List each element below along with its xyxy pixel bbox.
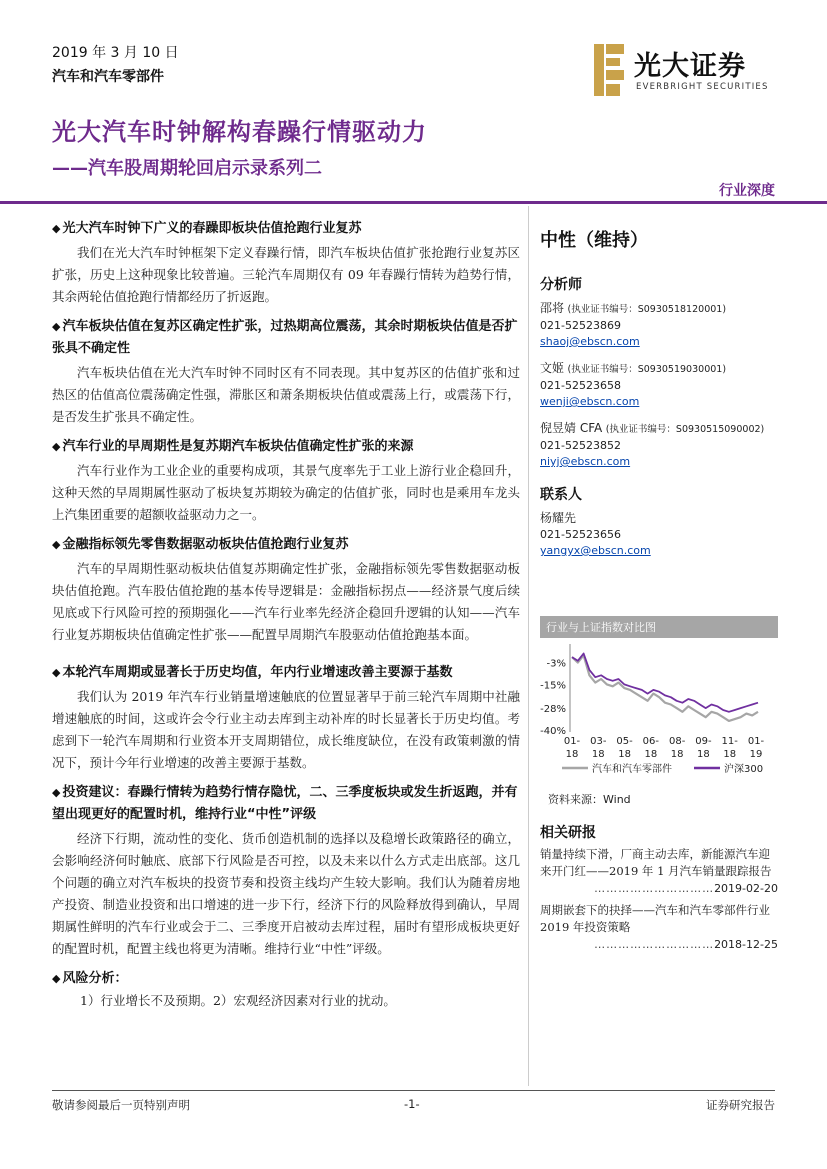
chart-title: 行业与上证指数对比图 xyxy=(540,616,778,638)
x-tick-label: 03- xyxy=(590,736,607,747)
x-tick-label: 11- xyxy=(721,736,738,747)
related-date: 2018-12-25 xyxy=(714,938,778,951)
section-heading: ◆ 金融指标领先零售数据驱动板块估值抢跑行业复苏 xyxy=(52,534,520,556)
rating: 中性（维持） xyxy=(540,230,648,251)
y-tick-label: -3% xyxy=(546,658,566,670)
section-heading: ◆ 投资建议：春躁行情转为趋势行情存隐忧，二、三季度板块或发生折返跑，并有望出现更好的配置时机，维持行业“中性”评级 xyxy=(52,782,520,826)
footer-doc-type: 证券研究报告 xyxy=(706,1098,775,1112)
analyst-cert: (执业证书编号：S0930515090002) xyxy=(605,424,765,435)
x-tick-label: 18 xyxy=(618,749,631,760)
x-tick-label: 18 xyxy=(723,749,737,760)
analyst-heading: 分析师 xyxy=(540,277,582,293)
x-tick-label: 18 xyxy=(644,749,658,760)
contact-card xyxy=(540,510,778,559)
leader-dots: ………………………… xyxy=(594,882,715,895)
related-heading: 相关研报 xyxy=(540,825,596,841)
analyst-card xyxy=(540,360,778,410)
analyst-phone: 021-52523869 xyxy=(540,319,621,332)
x-tick-label: 01- xyxy=(563,736,581,747)
related-item[interactable] xyxy=(540,902,778,954)
footer-divider xyxy=(52,1090,775,1091)
section-body: 我们认为 2019 年汽车行业销量增速触底的位置显著早于前三轮汽车周期中社融增速触底的时间，这或许会令行业主动去库到主动补库的时长显著长于历史均值。考虑到下一轮汽车周期和行业资本开支周期错位，成长维度缺位，在没有政策刺激的情况下，预计今年行业增速的改善主要源于基数。 xyxy=(52,689,520,770)
x-tick-label: 05- xyxy=(616,736,633,747)
risk-text: 1）行业增长不及预期。2）宏观经济因素对行业的扰动。 xyxy=(80,993,396,1008)
x-tick-label: 01- xyxy=(747,736,765,747)
contact-phone: 021-52523656 xyxy=(540,528,621,541)
footer-disclaimer: 敬请参阅最后一页特别声明 xyxy=(52,1098,190,1112)
section-body: 汽车的早周期性驱动板块估值复苏期确定性扩张，金融指标领先零售数据驱动板块估值抢跑。汽车股估值抢跑的基本传导逻辑是：金融指标拐点——经济景气度后续见底或下行风险可控的预期强化——汽车行业率先经济企稳回升逻辑的认知——汽车行业复苏期板块估值确定性扩张——配置早周期汽车股驱动估值抢跑基本面。 xyxy=(52,561,520,642)
report-subtitle: ——汽车股周期轮回启示录系列二 xyxy=(52,158,322,179)
related-title: 周期嵌套下的抉择——汽车和汽车零部件行业 2019 年投资策略 xyxy=(540,903,770,934)
report-title: 光大汽车时钟解构春躁行情驱动力 xyxy=(52,118,427,146)
section-4 xyxy=(52,534,520,646)
section-3 xyxy=(52,436,520,526)
report-date: 2019 年 3 月 10 日 xyxy=(52,45,179,61)
section-heading: ◆ 光大汽车时钟下广义的春躁即板块估值抢跑行业复苏 xyxy=(52,218,520,240)
related-reports xyxy=(540,822,778,958)
risk-section xyxy=(52,968,520,1012)
section-5 xyxy=(52,662,520,774)
header-divider xyxy=(0,201,827,204)
analyst-phone: 021-52523658 xyxy=(540,379,621,392)
y-tick-label: -40% xyxy=(540,726,566,737)
analyst-email-link[interactable]: shaoj@ebscn.com xyxy=(540,335,640,348)
related-title: 销量持续下滑，厂商主动去库，新能源汽车迎来开门红——2019 年 1 月汽车销量跟踪报告 xyxy=(540,847,772,878)
y-tick-label: -28% xyxy=(540,704,566,716)
analyst-card xyxy=(540,300,778,350)
section-6 xyxy=(52,782,520,960)
x-tick-label: 19 xyxy=(749,749,763,760)
section-body: 汽车行业作为工业企业的重要构成项，其景气度率先于工业上游行业企稳回升，这种天然的早周期属性驱动了板块复苏期较为确定的估值扩张，同时也是乘用车龙头上汽集团重要的超额收益驱动力之一。 xyxy=(52,463,520,522)
column-divider xyxy=(528,206,529,1086)
section-body: 我们在光大汽车时钟框架下定义春躁行情，即汽车板块估值扩张抢跑行业复苏区扩张，历史上这种现象比较普遍。三轮汽车周期仅有 09 年春躁行情转为趋势行情，其余两轮估值抢跑行情都经历了折返跑。 xyxy=(52,245,520,304)
x-tick-label: 18 xyxy=(670,749,684,760)
sidebar xyxy=(540,218,778,569)
y-tick-label: -15% xyxy=(540,680,566,692)
analyst-phone: 021-52523852 xyxy=(540,439,621,452)
analyst-email-link[interactable]: wenji@ebscn.com xyxy=(540,395,640,408)
related-item[interactable] xyxy=(540,846,778,898)
section-1 xyxy=(52,218,520,308)
x-tick-label: 18 xyxy=(565,749,579,760)
related-date-row xyxy=(540,880,778,898)
x-tick-label: 08- xyxy=(668,736,686,747)
logo-mark-icon xyxy=(592,42,628,98)
logo-text-en: EVERBRIGHT SECURITIES xyxy=(636,82,769,92)
contact-email-link[interactable]: yangyx@ebscn.com xyxy=(540,544,651,557)
x-tick-label: 18 xyxy=(697,749,710,760)
legend-label: 沪深300 xyxy=(724,764,764,775)
x-tick-label: 09- xyxy=(695,736,712,747)
chart-source: 资料来源：Wind xyxy=(548,793,631,806)
analyst-name: 邵将 xyxy=(540,301,565,315)
leader-dots: ………………………… xyxy=(594,938,715,951)
comparison-chart xyxy=(540,616,778,806)
page-number: -1- xyxy=(404,1097,420,1111)
analyst-name: 倪昱婧 CFA xyxy=(540,421,603,435)
section-heading: ◆ 汽车板块估值在复苏区确定性扩张，过热期高位震荡，其余时期板块估值是否扩张具不确定性 xyxy=(52,316,520,360)
main-content xyxy=(52,218,520,1012)
company-logo xyxy=(592,42,782,102)
legend-label: 汽车和汽车零部件 xyxy=(592,764,672,775)
related-date: 2019-02-20 xyxy=(714,882,778,895)
report-type-tag: 行业深度 xyxy=(719,183,775,199)
analyst-cert: (执业证书编号：S0930518120001) xyxy=(567,304,727,315)
section-heading: ◆ 本轮汽车周期或显著长于历史均值，年内行业增速改善主要源于基数 xyxy=(52,662,520,684)
sector-name: 汽车和汽车零部件 xyxy=(52,69,164,85)
section-2 xyxy=(52,316,520,428)
section-body: 经济下行期，流动性的变化、货币创造机制的选择以及稳增长政策路径的确立，会影响经济何时触底、底部下行风险是否可控，以及未来以什么方式走出底部。这几个问题的确立对汽车板块的投资节奏和投资主线均产生较大影响。我们认为随着房地产投资、制造业投资和出口增速的进一步下行，经济下行的风险释放得到确认，早周期属性鲜明的汽车行业或会于二、三季度开启被动去库过程，届时有望形成板块更好的配置时机，配置主线也将更为清晰。维持行业“中性”评级。 xyxy=(52,831,520,956)
x-tick-label: 18 xyxy=(591,749,605,760)
x-tick-label: 06- xyxy=(642,736,660,747)
related-date-row xyxy=(540,936,778,954)
contact-heading: 联系人 xyxy=(540,487,582,503)
analyst-card xyxy=(540,420,778,470)
analyst-name: 文姬 xyxy=(540,361,565,375)
logo-text-cn: 光大证券 xyxy=(634,51,746,82)
analyst-email-link[interactable]: niyj@ebscn.com xyxy=(540,455,631,468)
analyst-cert: (执业证书编号：S0930519030001) xyxy=(567,364,727,375)
section-body: 汽车板块估值在光大汽车时钟不同时区有不同表现。其中复苏区的估值扩张和过热区的估值高位震荡确定性强，滞胀区和萧条期板块估值或震荡上行，或震荡下行，是否发生扩张具不确定性。 xyxy=(52,365,520,424)
risk-heading: ◆ 风险分析： xyxy=(52,968,520,990)
section-heading: ◆ 汽车行业的早周期性是复苏期汽车板块估值确定性扩张的来源 xyxy=(52,436,520,458)
contact-name: 杨耀先 xyxy=(540,511,577,525)
chart-plot xyxy=(540,638,778,788)
